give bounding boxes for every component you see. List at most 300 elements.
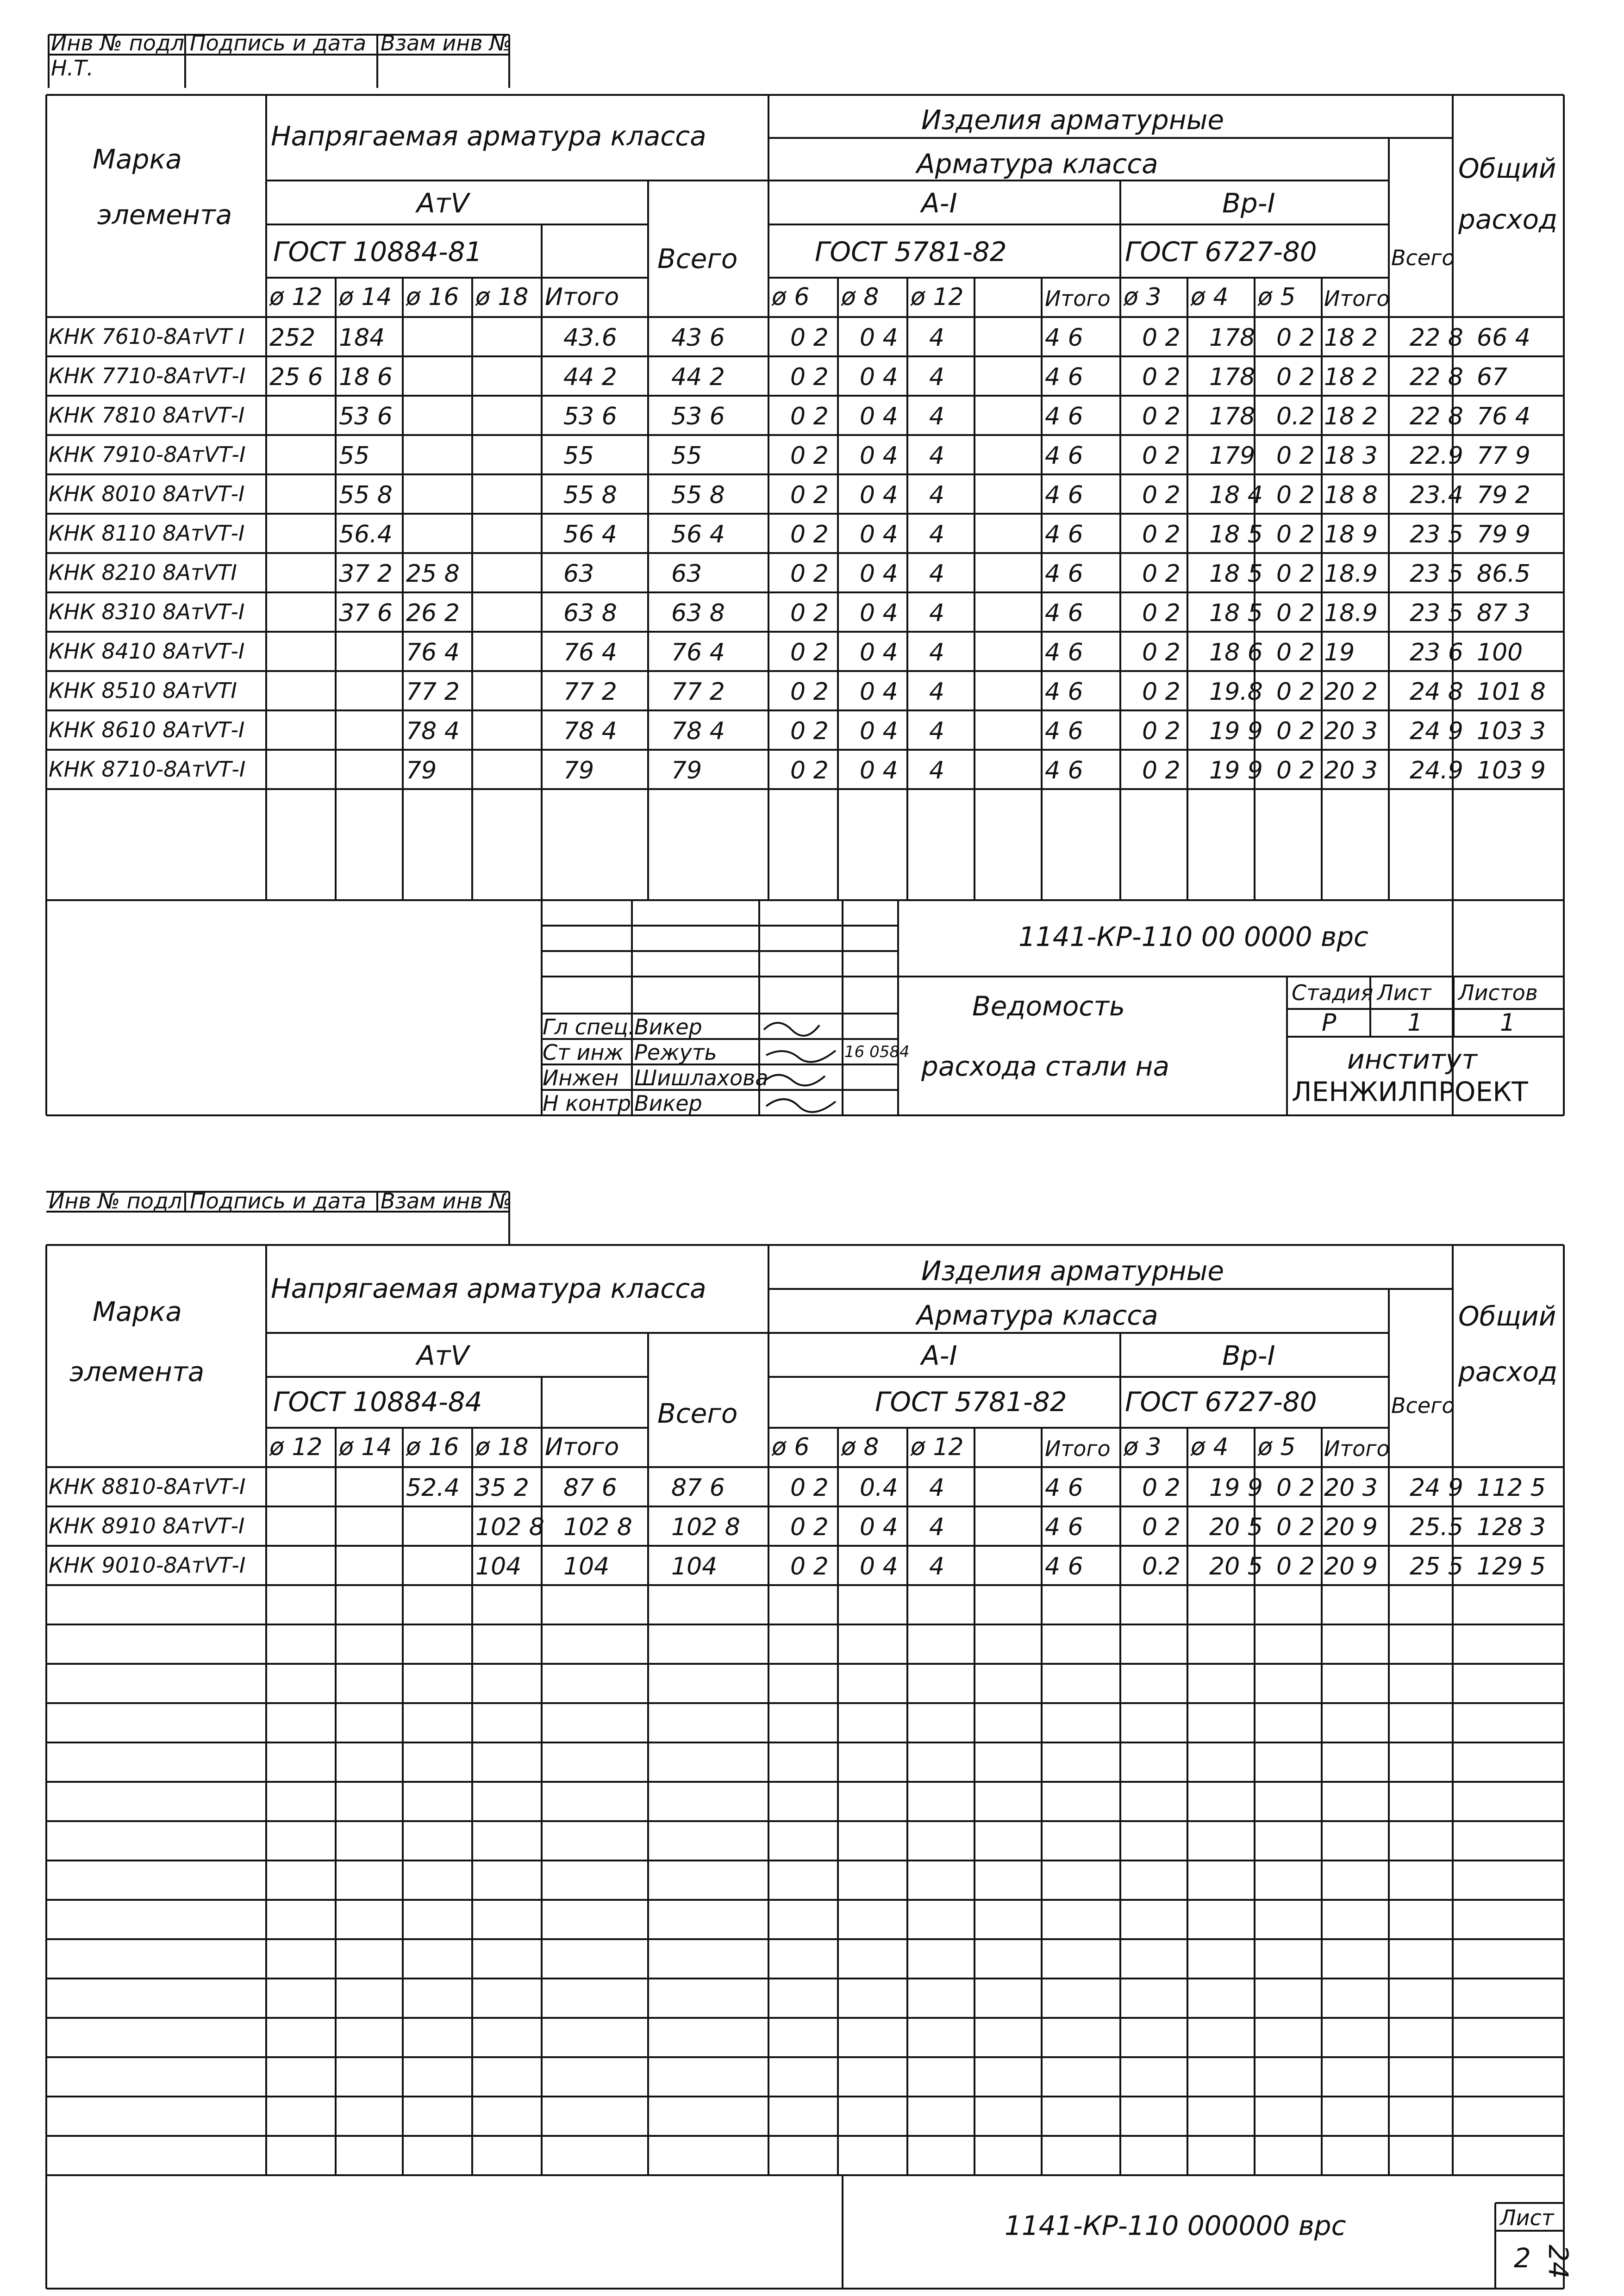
cell-d4: 178 — [1209, 403, 1255, 430]
sub-d16: ø 16 — [406, 283, 459, 311]
cell-d5: 0 2 — [1276, 757, 1315, 784]
stamp-inv-label: Инв № подл — [51, 31, 185, 56]
cell-itogo-at: 56 4 — [563, 521, 617, 548]
cell-vsego-vr: 24 8 — [1410, 678, 1463, 706]
cell-d5: 0 2 — [1276, 560, 1315, 588]
total-label-2b: расход — [1458, 1356, 1558, 1388]
marka-label: Марка — [93, 143, 182, 175]
cell-itogo-a1: 4 6 — [1045, 363, 1083, 391]
cell-total: 66 4 — [1477, 324, 1530, 352]
cell-itogo-vr: 18 2 — [1324, 324, 1378, 352]
sub-d12: ø 12 — [269, 283, 323, 311]
cell-itogo-at: 55 — [563, 442, 594, 470]
cell-itogo-vr: 18 3 — [1324, 442, 1378, 470]
sub2-itogo-vr: Итого — [1324, 1436, 1390, 1461]
listov-value: 1 — [1500, 1009, 1516, 1037]
cell-d16: 52.4 — [406, 1474, 460, 1502]
products-label: Изделия арматурные — [921, 104, 1224, 136]
page-number: 24 — [1543, 2245, 1574, 2279]
cell-d3: 0 2 — [1142, 717, 1181, 745]
cell-itogo-at: 76 4 — [563, 639, 617, 666]
signer-date-2: 16 0584 — [844, 1043, 910, 1061]
sub-d14: ø 14 — [339, 283, 392, 311]
cell-itogo-a1: 4 6 — [1045, 1553, 1083, 1580]
sub-d8: ø 8 — [841, 283, 879, 311]
sub-itogo-a1: Итого — [1045, 286, 1111, 311]
gost-a1-label-2: ГОСТ 5781-82 — [875, 1386, 1067, 1418]
total-label-1: Общий — [1458, 153, 1556, 184]
cell-d12-a1: 4 — [929, 521, 945, 548]
cell-d4: 19.8 — [1209, 678, 1263, 706]
cell-d14: 37 2 — [339, 560, 393, 588]
cell-itogo-vr: 20 2 — [1324, 678, 1378, 706]
sub2-d4: ø 4 — [1191, 1433, 1229, 1461]
cell-itogo-a1: 4 6 — [1045, 481, 1083, 509]
cell-d14: 18 6 — [339, 363, 393, 391]
class-a1-label: А-I — [921, 187, 957, 219]
cell-vsego-vr: 23 5 — [1410, 560, 1463, 588]
cell-vsego-vr: 23.4 — [1410, 481, 1463, 509]
cell-d18: 104 — [475, 1553, 522, 1580]
cell-d14: 55 — [339, 442, 370, 470]
institute-name: ЛЕНЖИЛПРОЕКТ — [1292, 1076, 1528, 1108]
cell-d5: 0 2 — [1276, 324, 1315, 352]
cell-d5: 0 2 — [1276, 1474, 1315, 1502]
cell-total: 77 9 — [1477, 442, 1530, 470]
cell-itogo-at: 78 4 — [563, 717, 617, 745]
all-label-2: Всего — [657, 1398, 738, 1429]
cell-itogo-vr: 18 9 — [1324, 521, 1378, 548]
cell-d6: 0 2 — [790, 639, 829, 666]
cell-d4: 18 4 — [1209, 481, 1263, 509]
cell-itogo-a1: 4 6 — [1045, 1474, 1083, 1502]
cell-itogo-vr: 20 9 — [1324, 1513, 1378, 1541]
cell-mark: КНК 9010-8АтVТ-I — [49, 1553, 246, 1578]
cell-itogo-a1: 4 6 — [1045, 442, 1083, 470]
gost-a1-label: ГОСТ 5781-82 — [815, 236, 1007, 268]
cell-d5: 0 2 — [1276, 717, 1315, 745]
sub2-d5: ø 5 — [1258, 1433, 1296, 1461]
cell-d16: 25 8 — [406, 560, 460, 588]
stadia-label: Стадия — [1292, 980, 1374, 1005]
cell-total: 100 — [1477, 639, 1523, 666]
cell-vsego-vr: 22 8 — [1410, 363, 1463, 391]
cell-d3: 0 2 — [1142, 1474, 1181, 1502]
listov-label: Листов — [1458, 980, 1538, 1005]
cell-d3: 0.2 — [1142, 1553, 1181, 1580]
cell-d6: 0 2 — [790, 717, 829, 745]
cell-d5: 0 2 — [1276, 442, 1315, 470]
cell-vsego-at: 76 4 — [671, 639, 725, 666]
cell-itogo-a1: 4 6 — [1045, 717, 1083, 745]
prestressed-label-2: Напрягаемая арматура класса — [271, 1273, 706, 1304]
cell-itogo-at: 44 2 — [563, 363, 617, 391]
cell-mark: КНК 7710-8АтVТ-I — [49, 363, 246, 388]
stamp2-sign-label: Подпись и дата — [190, 1188, 367, 1213]
cell-itogo-vr: 20 3 — [1324, 1474, 1378, 1502]
cell-d4: 18 5 — [1209, 560, 1263, 588]
cell-total: 79 9 — [1477, 521, 1530, 548]
cell-d5: 0 2 — [1276, 481, 1315, 509]
cell-d6: 0 2 — [790, 442, 829, 470]
cell-itogo-a1: 4 6 — [1045, 324, 1083, 352]
sub2-d12-a1: ø 12 — [911, 1433, 964, 1461]
cell-d12: 252 — [269, 324, 316, 352]
products-label-2: Изделия арматурные — [921, 1255, 1224, 1287]
sub2-d6: ø 6 — [772, 1433, 810, 1461]
cell-itogo-vr: 19 — [1324, 639, 1355, 666]
cell-d8: 0 4 — [860, 757, 898, 784]
cell-d5: 0 2 — [1276, 521, 1315, 548]
cell-mark: КНК 7610-8АтVТ I — [49, 324, 245, 349]
cell-d18: 35 2 — [475, 1474, 529, 1502]
cell-d4: 178 — [1209, 324, 1255, 352]
total-label-2: расход — [1458, 204, 1558, 235]
cell-itogo-vr: 20 3 — [1324, 757, 1378, 784]
cell-d14: 55 8 — [339, 481, 393, 509]
cell-itogo-vr: 18 8 — [1324, 481, 1378, 509]
sub2-d12: ø 12 — [269, 1433, 323, 1461]
cell-total: 67 — [1477, 363, 1508, 391]
sub-d12-a1: ø 12 — [911, 283, 964, 311]
cell-vsego-at: 102 8 — [671, 1513, 740, 1541]
all-vr-label-2: Всего — [1391, 1393, 1455, 1418]
sub-d4: ø 4 — [1191, 283, 1229, 311]
cell-d12-a1: 4 — [929, 639, 945, 666]
cell-d6: 0 2 — [790, 599, 829, 627]
sub2-d3: ø 3 — [1124, 1433, 1162, 1461]
cell-d6: 0 2 — [790, 363, 829, 391]
cell-d14: 184 — [339, 324, 385, 352]
arm-class-label: Арматура класса — [917, 148, 1158, 180]
stamp-replace-label: Взам инв № — [381, 31, 512, 56]
cell-vsego-vr: 22 8 — [1410, 403, 1463, 430]
list-label-2: Лист — [1500, 2205, 1554, 2230]
cell-d3: 0 2 — [1142, 560, 1181, 588]
cell-total: 128 3 — [1477, 1513, 1546, 1541]
cell-itogo-a1: 4 6 — [1045, 403, 1083, 430]
doc-code-2: 1141-КР-110 000000 врс — [1005, 2210, 1346, 2241]
cell-vsego-at: 87 6 — [671, 1474, 725, 1502]
cell-vsego-at: 63 — [671, 560, 702, 588]
class-at-label: АтV — [417, 187, 469, 219]
title-line-2: расхода стали на — [921, 1051, 1170, 1082]
cell-d4: 179 — [1209, 442, 1255, 470]
sub2-d18: ø 18 — [475, 1433, 529, 1461]
signer-name-1: Викер — [634, 1014, 702, 1039]
cell-total: 76 4 — [1477, 403, 1530, 430]
cell-itogo-a1: 4 6 — [1045, 1513, 1083, 1541]
cell-vsego-vr: 24 9 — [1410, 717, 1463, 745]
cell-mark: КНК 7810 8АтVТ-I — [49, 403, 245, 428]
cell-d12-a1: 4 — [929, 678, 945, 706]
cell-d6: 0 2 — [790, 1553, 829, 1580]
signer-name-4: Викер — [634, 1091, 702, 1116]
cell-d16: 26 2 — [406, 599, 460, 627]
gost-at-label: ГОСТ 10884-81 — [273, 236, 482, 268]
cell-d4: 20 5 — [1209, 1553, 1263, 1580]
cell-d8: 0 4 — [860, 481, 898, 509]
cell-itogo-at: 53 6 — [563, 403, 617, 430]
cell-d8: 0 4 — [860, 1513, 898, 1541]
list-value-1: 1 — [1407, 1009, 1423, 1037]
cell-itogo-vr: 18.9 — [1324, 599, 1378, 627]
cell-d3: 0 2 — [1142, 521, 1181, 548]
element-label-2: элемента — [69, 1356, 205, 1388]
cell-d3: 0 2 — [1142, 757, 1181, 784]
cell-d14: 56.4 — [339, 521, 393, 548]
cell-d8: 0 4 — [860, 639, 898, 666]
cell-vsego-at: 63 8 — [671, 599, 725, 627]
class-at-label-2: АтV — [417, 1340, 469, 1371]
cell-mark: КНК 8210 8АтVТI — [49, 560, 237, 585]
cell-vsego-vr: 23 5 — [1410, 599, 1463, 627]
cell-d5: 0 2 — [1276, 363, 1315, 391]
sub-d5: ø 5 — [1258, 283, 1296, 311]
cell-vsego-at: 79 — [671, 757, 702, 784]
cell-d8: 0.4 — [860, 1474, 898, 1502]
cell-d12-a1: 4 — [929, 403, 945, 430]
cell-total: 79 2 — [1477, 481, 1530, 509]
cell-vsego-vr: 23 6 — [1410, 639, 1463, 666]
cell-d8: 0 4 — [860, 521, 898, 548]
cell-d4: 178 — [1209, 363, 1255, 391]
cell-d12-a1: 4 — [929, 1474, 945, 1502]
cell-vsego-vr: 24 9 — [1410, 1474, 1463, 1502]
cell-mark: КНК 7910-8АтVТ-I — [49, 442, 246, 467]
cell-vsego-vr: 24.9 — [1410, 757, 1463, 784]
cell-d16: 77 2 — [406, 678, 460, 706]
cell-mark: КНК 8510 8АтVТI — [49, 678, 237, 703]
cell-d3: 0 2 — [1142, 442, 1181, 470]
signer-role-2: Ст инж — [543, 1040, 624, 1065]
class-vr1-label-2: Вр-I — [1222, 1340, 1275, 1371]
cell-d12-a1: 4 — [929, 599, 945, 627]
cell-itogo-at: 55 8 — [563, 481, 617, 509]
cell-d5: 0 2 — [1276, 639, 1315, 666]
stamp2-inv-label: Инв № подл — [49, 1188, 182, 1213]
cell-itogo-vr: 18.9 — [1324, 560, 1378, 588]
cell-d12-a1: 4 — [929, 481, 945, 509]
marka-label-2: Марка — [93, 1296, 182, 1327]
cell-d6: 0 2 — [790, 403, 829, 430]
cell-itogo-a1: 4 6 — [1045, 599, 1083, 627]
cell-itogo-a1: 4 6 — [1045, 521, 1083, 548]
signer-name-2: Режуть — [634, 1040, 717, 1065]
cell-d12: 25 6 — [269, 363, 323, 391]
sub2-itogo-at: Итого — [545, 1433, 619, 1461]
cell-d12-a1: 4 — [929, 560, 945, 588]
cell-d6: 0 2 — [790, 757, 829, 784]
cell-total: 103 3 — [1477, 717, 1546, 745]
cell-d3: 0 2 — [1142, 363, 1181, 391]
all-vr-label: Всего — [1391, 245, 1455, 270]
cell-mark: КНК 8410 8АтVТ-I — [49, 639, 245, 664]
cell-d3: 0 2 — [1142, 599, 1181, 627]
sub-itogo-at: Итого — [545, 283, 619, 311]
cell-d8: 0 4 — [860, 599, 898, 627]
total-label-2a: Общий — [1458, 1300, 1556, 1332]
signer-name-3: Шишлахова — [634, 1065, 768, 1090]
cell-d3: 0 2 — [1142, 678, 1181, 706]
cell-d4: 19 9 — [1209, 757, 1263, 784]
cell-d4: 18 6 — [1209, 639, 1263, 666]
stamp-sign-label: Подпись и дата — [190, 31, 367, 56]
cell-d8: 0 4 — [860, 324, 898, 352]
cell-itogo-at: 104 — [563, 1553, 610, 1580]
cell-itogo-a1: 4 6 — [1045, 560, 1083, 588]
sub2-d14: ø 14 — [339, 1433, 392, 1461]
cell-d3: 0 2 — [1142, 1513, 1181, 1541]
cell-d8: 0 4 — [860, 363, 898, 391]
sub-d3: ø 3 — [1124, 283, 1162, 311]
arm-class-label-2: Арматура класса — [917, 1300, 1158, 1331]
cell-itogo-at: 63 — [563, 560, 594, 588]
cell-mark: КНК 8710-8АтVТ-I — [49, 757, 246, 782]
cell-vsego-at: 104 — [671, 1553, 718, 1580]
cell-d12-a1: 4 — [929, 757, 945, 784]
cell-vsego-at: 56 4 — [671, 521, 725, 548]
institute-label: институт — [1347, 1044, 1477, 1075]
cell-d4: 19 9 — [1209, 1474, 1263, 1502]
cell-d12-a1: 4 — [929, 324, 945, 352]
cell-d12-a1: 4 — [929, 717, 945, 745]
cell-itogo-vr: 18 2 — [1324, 403, 1378, 430]
class-a1-label-2: А-I — [921, 1340, 957, 1371]
cell-itogo-at: 43.6 — [563, 324, 617, 352]
cell-d18: 102 8 — [475, 1513, 544, 1541]
stamp2-replace-label: Взам инв № — [381, 1188, 512, 1213]
cell-vsego-at: 55 8 — [671, 481, 725, 509]
cell-d8: 0 4 — [860, 717, 898, 745]
cell-d3: 0 2 — [1142, 481, 1181, 509]
cell-vsego-at: 78 4 — [671, 717, 725, 745]
cell-vsego-at: 43 6 — [671, 324, 725, 352]
cell-d4: 20 5 — [1209, 1513, 1263, 1541]
cell-d4: 18 5 — [1209, 599, 1263, 627]
cell-d6: 0 2 — [790, 678, 829, 706]
gost-vr-label: ГОСТ 6727-80 — [1125, 236, 1317, 268]
cell-mark: КНК 8110 8АтVТ-I — [49, 521, 245, 546]
cell-vsego-at: 55 — [671, 442, 702, 470]
element-label: элемента — [97, 199, 232, 230]
list-label-1: Лист — [1377, 980, 1431, 1005]
cell-mark: КНК 8010 8АтVТ-I — [49, 481, 245, 506]
cell-itogo-vr: 20 3 — [1324, 717, 1378, 745]
prestressed-label: Напрягаемая арматура класса — [271, 120, 706, 152]
cell-itogo-at: 77 2 — [563, 678, 617, 706]
sub-d18: ø 18 — [475, 283, 529, 311]
cell-d16: 78 4 — [406, 717, 460, 745]
cell-itogo-a1: 4 6 — [1045, 639, 1083, 666]
cell-d16: 79 — [406, 757, 437, 784]
cell-total: 86.5 — [1477, 560, 1530, 588]
cell-d6: 0 2 — [790, 560, 829, 588]
cell-d6: 0 2 — [790, 1513, 829, 1541]
stadia-value: Р — [1322, 1009, 1337, 1037]
signer-role-3: Инжен — [543, 1065, 619, 1090]
cell-d8: 0 4 — [860, 560, 898, 588]
cell-itogo-at: 87 6 — [563, 1474, 617, 1502]
cell-vsego-vr: 25 5 — [1410, 1553, 1463, 1580]
cell-d8: 0 4 — [860, 1553, 898, 1580]
cell-d6: 0 2 — [790, 481, 829, 509]
class-vr1-label: Вр-I — [1222, 187, 1275, 219]
cell-itogo-a1: 4 6 — [1045, 757, 1083, 784]
cell-itogo-at: 102 8 — [563, 1513, 632, 1541]
list-value-2: 2 — [1514, 2242, 1531, 2274]
cell-d6: 0 2 — [790, 324, 829, 352]
sub2-d16: ø 16 — [406, 1433, 459, 1461]
cell-total: 112 5 — [1477, 1474, 1546, 1502]
sub2-d8: ø 8 — [841, 1433, 879, 1461]
cell-d8: 0 4 — [860, 442, 898, 470]
sub2-itogo-a1: Итого — [1045, 1436, 1111, 1461]
cell-total: 129 5 — [1477, 1553, 1546, 1580]
title-line-1: Ведомость — [972, 990, 1125, 1022]
doc-code-1: 1141-КР-110 00 0000 врс — [1018, 921, 1368, 952]
cell-mark: КНК 8310 8АтVТ-I — [49, 599, 245, 624]
cell-d3: 0 2 — [1142, 324, 1181, 352]
cell-vsego-vr: 22 8 — [1410, 324, 1463, 352]
cell-d8: 0 4 — [860, 678, 898, 706]
cell-d5: 0 2 — [1276, 1513, 1315, 1541]
signer-role-1: Гл спец. — [543, 1014, 635, 1039]
cell-d12-a1: 4 — [929, 442, 945, 470]
cell-vsego-at: 77 2 — [671, 678, 725, 706]
cell-d8: 0 4 — [860, 403, 898, 430]
cell-d16: 76 4 — [406, 639, 460, 666]
cell-mark: КНК 8910 8АтVТ-I — [49, 1513, 245, 1538]
cell-d12-a1: 4 — [929, 1513, 945, 1541]
cell-d4: 18 5 — [1209, 521, 1263, 548]
cell-vsego-vr: 23 5 — [1410, 521, 1463, 548]
cell-d5: 0 2 — [1276, 599, 1315, 627]
cell-vsego-at: 44 2 — [671, 363, 725, 391]
cell-itogo-vr: 20 9 — [1324, 1553, 1378, 1580]
cell-itogo-a1: 4 6 — [1045, 678, 1083, 706]
cell-mark: КНК 8610 8АтVТ-I — [49, 717, 245, 742]
cell-itogo-at: 79 — [563, 757, 594, 784]
cell-d5: 0 2 — [1276, 678, 1315, 706]
gost-vr-label-2: ГОСТ 6727-80 — [1125, 1386, 1317, 1418]
cell-vsego-vr: 25.5 — [1410, 1513, 1463, 1541]
cell-mark: КНК 8810-8АтVТ-I — [49, 1474, 246, 1499]
cell-total: 103 9 — [1477, 757, 1546, 784]
cell-itogo-at: 63 8 — [563, 599, 617, 627]
stamp-inv-value: Н.Т. — [51, 56, 94, 81]
cell-d12-a1: 4 — [929, 363, 945, 391]
cell-total: 101 8 — [1477, 678, 1546, 706]
cell-d5: 0 2 — [1276, 1553, 1315, 1580]
gost-at-label-2: ГОСТ 10884-84 — [273, 1386, 482, 1418]
cell-total: 87 3 — [1477, 599, 1530, 627]
cell-d4: 19 9 — [1209, 717, 1263, 745]
cell-d12-a1: 4 — [929, 1553, 945, 1580]
sub-itogo-vr: Итого — [1324, 286, 1390, 311]
cell-vsego-at: 53 6 — [671, 403, 725, 430]
cell-d6: 0 2 — [790, 521, 829, 548]
all-label: Всего — [657, 243, 738, 274]
cell-d3: 0 2 — [1142, 639, 1181, 666]
cell-d5: 0.2 — [1276, 403, 1315, 430]
signer-role-4: Н контр — [543, 1091, 631, 1116]
cell-d14: 53 6 — [339, 403, 393, 430]
cell-d6: 0 2 — [790, 1474, 829, 1502]
cell-d14: 37 6 — [339, 599, 393, 627]
cell-itogo-vr: 18 2 — [1324, 363, 1378, 391]
sub-d6: ø 6 — [772, 283, 810, 311]
